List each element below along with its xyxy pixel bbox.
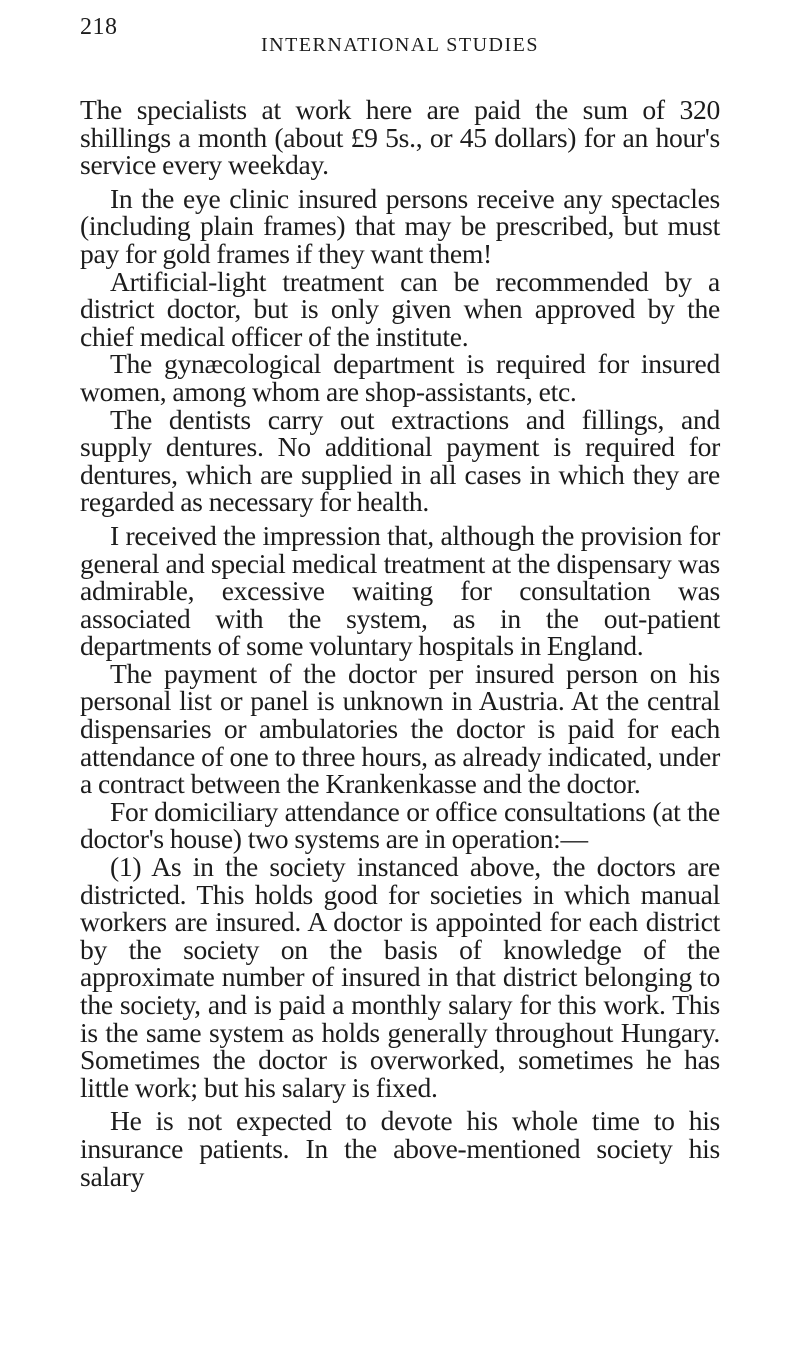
paragraph-domiciliary: For domiciliary attendance or office consultations (at the doctor's house) two systems are in operation:— (80, 795, 720, 855)
paragraph-gynaecological: The gynæcological department is required for insured women, among whom are shop-assistants, etc. (80, 348, 720, 407)
page-number: 218 (80, 14, 118, 40)
running-title: INTERNATIONAL STUDIES (261, 34, 539, 56)
body-text (80, 96, 720, 1190)
paragraph-whole-time: He is not expected to devote his whole time to his insurance patients. In the above-mentioned society his salary (80, 1105, 720, 1192)
running-head (80, 14, 720, 70)
paragraph-system-one: (1) As in the society instanced above, the doctors are districted. This holds good for societies in which manual workers are insured. A doctor is appointed for each district by the society on the basis of knowledge of the approximate number of insured in that district belonging to the society, and is paid a monthly salary for this work. This is the same system as holds generally throughout Hungary. Sometimes the doctor is overworked, sometimes he has little work; but his salary is fixed. (80, 851, 720, 1103)
paragraph-payment: The payment of the doctor per insured person on his personal list or panel is unknown in Austria. At the central dispensaries or ambulatories the doctor is paid for each attendance of one to three hours, as already indicated, under a contract between the Krankenkasse and the doctor. (80, 657, 720, 800)
paragraph-artificial-light: Artificial-light treatment can be recommended by a district doctor, but is only given when approved by the chief medical officer of the institute. (80, 265, 720, 352)
paragraph-eye-clinic: In the eye clinic insured persons receive any spectacles (including plain frames) that may be prescribed, but must pay for gold frames if they want them! (80, 182, 720, 269)
book-page (80, 14, 720, 1190)
paragraph-specialists-pay: The specialists at work here are paid the sum of 320 shillings a month (about £9 5s., or 45 dollars) for an hour's service every weekday. (80, 94, 720, 181)
paragraph-impression: I received the impression that, although the provision for general and special medical treatment at the dispensary was admirable, excessive waiting for consultation was associated with the system, as in the out-patient departments of some voluntary hospitals in England. (80, 519, 720, 662)
paragraph-dentists: The dentists carry out extractions and fillings, and supply dentures. No additional payment is required for dentures, which are supplied in all cases in which they are regarded as necessary for health. (80, 403, 720, 518)
